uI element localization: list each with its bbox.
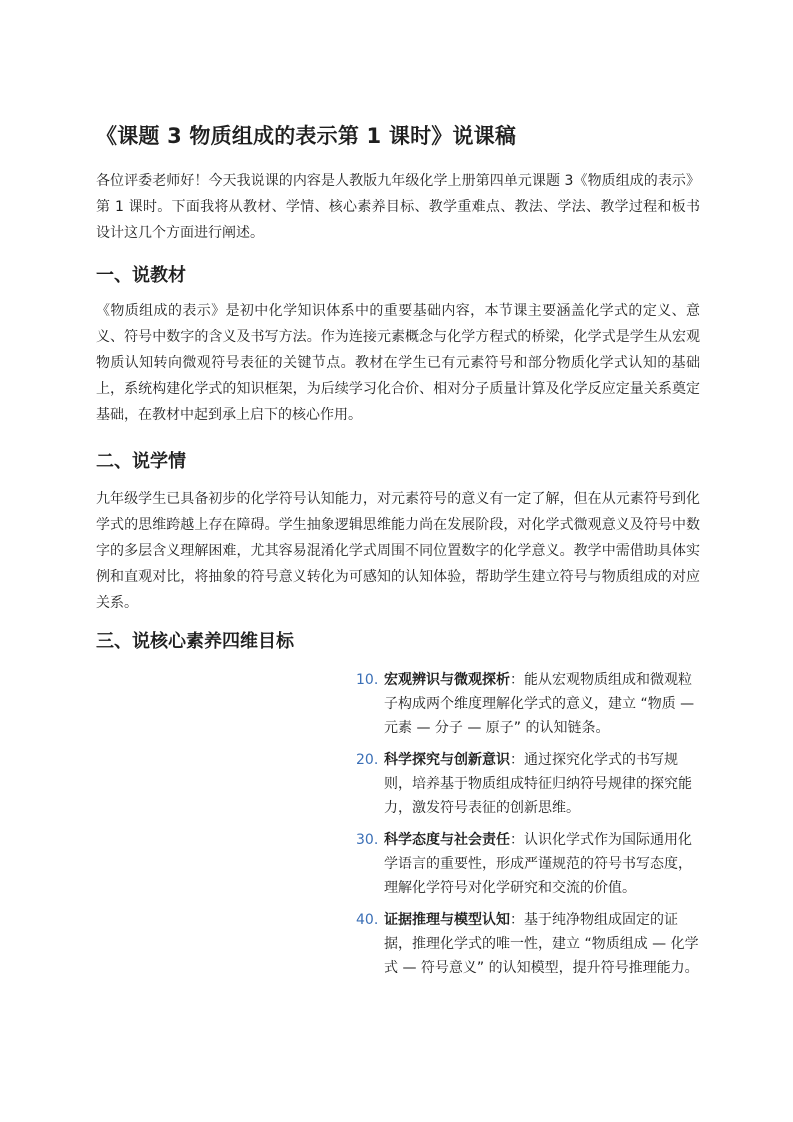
goal-text: 基于纯净物组成固定的证据，推理化学式的唯一性，建立 “物质组成 — 化学式 — 符号意义” 的认知模型，提升符号推理能力。 [384, 912, 699, 976]
goal-term: 宏观辨识与微观探析 [384, 672, 510, 688]
page-title: 《课题 3 物质组成的表示第 1 课时》说课稿 [96, 124, 517, 148]
goal-separator: ： [510, 832, 524, 848]
goal-separator: ： [510, 752, 524, 768]
goal-item-macro-micro [356, 668, 701, 740]
section-heading-students: 二、说学情 [96, 451, 186, 472]
section-heading-textbook: 一、说教材 [96, 265, 186, 286]
goal-text: 通过探究化学式的书写规则，培养基于物质组成特征归纳符号规律的探究能力，激发符号表征的创新思维。 [384, 752, 692, 816]
intro-paragraph: 各位评委老师好！今天我说课的内容是人教版九年级化学上册第四单元课题 3《物质组成的表示》第 1 课时。下面我将从教材、学情、核心素养目标、教学重难点、教法、学法、教学过程和板书设计这几个方面进行阐述。 [96, 173, 700, 241]
goal-text: 认识化学式作为国际通用化学语言的重要性，形成严谨规范的符号书写态度，理解化学符号对化学研究和交流的价值。 [384, 832, 692, 896]
goal-text: 能从宏观物质组成和微观粒子构成两个维度理解化学式的意义，建立 “物质 — 元素 — 分子 — 原子” 的认知链条。 [384, 672, 695, 736]
goals-list [356, 668, 701, 988]
section-body-textbook: 《物质组成的表示》是初中化学知识体系中的重要基础内容，本节课主要涵盖化学式的定义、意义、符号中数字的含义及书写方法。作为连接元素概念与化学方程式的桥梁，化学式是学生从宏观物质认知转向微观符号表征的关键节点。教材在学生已有元素符号和部分物质化学式认知的基础上，系统构建化学式的知识框架，为后续学习化合价、相对分子质量计算及化学反应定量关系奠定基础，在教材中起到承上启下的核心作用。 [96, 303, 700, 423]
goal-term: 证据推理与模型认知 [384, 912, 510, 928]
goal-number: 40. [356, 912, 379, 928]
goal-separator: ： [510, 672, 524, 688]
goal-item-attitude [356, 828, 701, 900]
goal-term: 科学探究与创新意识 [384, 752, 510, 768]
goal-item-inquiry [356, 748, 701, 820]
section-body-students: 九年级学生已具备初步的化学符号认知能力，对元素符号的意义有一定了解，但在从元素符号到化学式的思维跨越上存在障碍。学生抽象逻辑思维能力尚在发展阶段，对化学式微观意义及符号中数字的多层含义理解困难，尤其容易混淆化学式周围不同位置数字的化学意义。教学中需借助具体实例和直观对比，将抽象的符号意义转化为可感知的认知体验，帮助学生建立符号与物质组成的对应关系。 [96, 491, 700, 611]
goal-number: 20. [356, 752, 379, 768]
goal-term: 科学态度与社会责任 [384, 832, 510, 848]
section-heading-goals: 三、说核心素养四维目标 [96, 631, 294, 652]
goal-item-reasoning [356, 908, 701, 980]
goal-number: 10. [356, 672, 379, 688]
goal-number: 30. [356, 832, 379, 848]
goal-separator: ： [510, 912, 524, 928]
